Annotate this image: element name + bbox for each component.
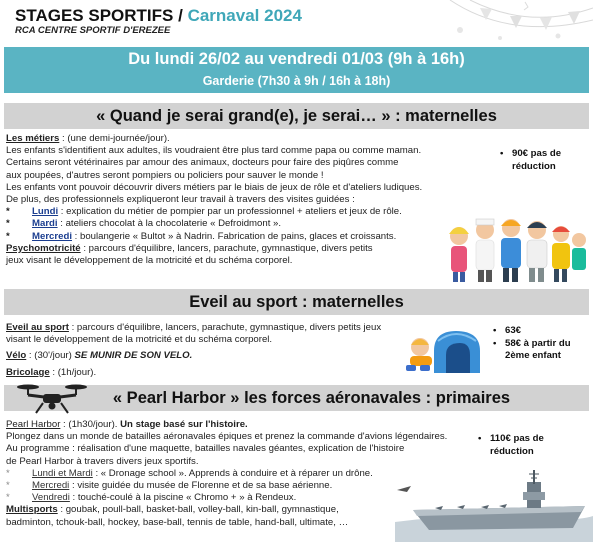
velo-rest: : (30'/jour) [26, 350, 75, 362]
psycho-label: Psychomotricité [6, 242, 81, 254]
day-text: : boulangerie « Bultot » à Nadrin. Fabrication de pains, glaces et croissants. [72, 230, 397, 242]
day-mardi: Mardi [32, 218, 58, 230]
section3-price [478, 433, 544, 458]
pearl-line [6, 419, 447, 431]
velo-note: SE MUNIR DE SON VELO. [74, 350, 193, 362]
velo-line [6, 350, 381, 362]
day-mercredi: Mercredi [32, 480, 70, 492]
day-lundi-mardi: Lundi et Mardi [32, 467, 93, 479]
section3-body [6, 419, 447, 529]
section3-line-2: Au programme : réalisation d'une maquette, batailles navales géantes, explication de l'histoire [6, 443, 405, 455]
section3-line-3: de Pearl Harbor à travers divers jeux sportifs. [6, 455, 199, 467]
title-separator: / [178, 6, 183, 25]
aircraft-carrier-illustration [395, 462, 593, 542]
section2-title: Eveil au sport : maternelles [4, 289, 589, 315]
section1-line-4: Les enfants vont pouvoir découvrir divers métiers par le biais de jeux de rôle et d'ateliers ludiques. [6, 181, 423, 193]
section2-body [6, 322, 381, 379]
price-line: réduction [512, 160, 556, 172]
metiers-rest: : (une demi-journée/jour). [59, 133, 170, 144]
section1-title: « Quand je serai grand(e), je serai… » : maternelles [4, 103, 589, 129]
dates-banner [4, 47, 589, 93]
day-vendredi: Vendredi [32, 492, 70, 504]
list-item [6, 218, 422, 230]
section1-line-5: De plus, des professionnels expliqueront leur travail à travers des visites guidées : [6, 194, 355, 206]
list-item [6, 206, 422, 218]
bullet: * [6, 480, 10, 492]
metiers-label: Les métiers [6, 133, 60, 144]
price-bullet: • [500, 148, 504, 159]
child-tunnel-illustration [404, 325, 486, 377]
multi-line-2: badminton, tchouk-ball, hockey, base-ball, tennis de table, hand-ball, ultimate, … [6, 516, 349, 528]
list-item [6, 231, 422, 243]
price-bullet: • [478, 433, 482, 444]
section3-line-1: Plongez dans un monde de batailles aéronavales épiques et prenez la commande d'avions légendaires. [6, 431, 448, 443]
day-text: : visite guidée du musée de Florenne et de sa base aérienne. [69, 480, 333, 492]
bullet: * [6, 467, 10, 479]
price-line: 2ème enfant [505, 350, 561, 361]
bullet: * [6, 206, 10, 218]
brico-rest: : (1h/jour). [49, 366, 97, 378]
pearl-label: Pearl Harbor [6, 419, 61, 430]
section3-title: « Pearl Harbor » les forces aéronavales : primaires [4, 385, 589, 411]
list-item [6, 480, 447, 492]
day-text: : touché-coulé à la piscine « Chromo + » à Rendeux. [69, 492, 297, 504]
day-mercredi: Mercredi [32, 230, 72, 242]
price-line: 58€ à partir du [505, 337, 571, 349]
metiers-line [6, 133, 422, 145]
psycho-rest: : parcours d'équilibre, lancers, parachute, gymnastique, divers petits [80, 242, 373, 254]
section1-line-1: Les enfants s'identifient aux adultes, ils voudraient être plus tard comme papa ou comme maman. [6, 145, 422, 157]
price-line: 90€ pas de [512, 148, 562, 159]
title-carnaval: Carnaval 2024 [187, 6, 302, 25]
eveil-line [6, 322, 381, 334]
dates-line: Du lundi 26/02 au vendredi 01/03 (9h à 16h) [128, 50, 465, 68]
page-subtitle: RCA CENTRE SPORTIF D'EREZEE [15, 25, 171, 36]
price-bullet: • [493, 337, 497, 349]
brico-line [6, 367, 381, 379]
brico-label: Bricolage [6, 366, 50, 378]
multi-rest: : goubak, poull-ball, basket-ball, volley-ball, kin-ball, gymnastique, [57, 504, 339, 516]
multi-label: Multisports [6, 504, 58, 516]
day-text: : explication du métier de pompier par un professionnel + ateliers et jeux de rôle. [58, 206, 402, 218]
bullet: * [6, 230, 10, 242]
day-lundi: Lundi [32, 206, 59, 218]
psycho-line-2: jeux visant le développement de la motricité et du schéma corporel. [6, 255, 293, 267]
section1-price [500, 148, 561, 173]
pearl-rest: : (1h30/jour). [60, 419, 121, 430]
list-item [6, 492, 447, 504]
psycho-line [6, 243, 422, 255]
section1-line-3: aux poupées, d'autres seront pompiers ou policiers pour sauver le monde ! [6, 169, 324, 181]
garderie-line: Garderie (7h30 à 9h / 16h à 18h) [202, 74, 391, 88]
section2-price [493, 325, 571, 363]
day-text: : « Dronage school ». Apprends à conduire et à réparer un drône. [92, 467, 373, 479]
multi-line [6, 504, 447, 516]
price-line: réduction [490, 445, 534, 457]
eveil-label: Eveil au sport [6, 322, 69, 333]
velo-label: Vélo [6, 350, 27, 362]
eveil-line-2: visant le développement de la motricité et du schéma corporel. [6, 334, 273, 346]
price-bullet: • [493, 325, 497, 336]
price-line: 110€ pas de [490, 433, 544, 444]
pearl-bold: Un stage basé sur l'histoire. [120, 419, 248, 430]
kids-in-costumes-illustration [445, 210, 587, 282]
title-stages-sportifs: STAGES SPORTIFS [15, 6, 174, 25]
bullet: * [6, 492, 10, 504]
party-decoration [440, 0, 593, 46]
day-text: : ateliers chocolat à la chocolaterie « Defroidmont ». [57, 218, 282, 230]
drone-icon [16, 379, 88, 417]
eveil-rest: : parcours d'équilibre, lancers, parachute, gymnastique, divers petits jeux [68, 322, 382, 333]
list-item [6, 468, 447, 480]
bullet: * [6, 218, 10, 230]
section1-body [6, 133, 422, 267]
page-title [15, 6, 302, 26]
price-line: 63€ [505, 325, 522, 336]
section1-line-2: Certains seront vétérinaires par amour des animaux, docteurs pour faire des piqûres comme [6, 157, 399, 169]
